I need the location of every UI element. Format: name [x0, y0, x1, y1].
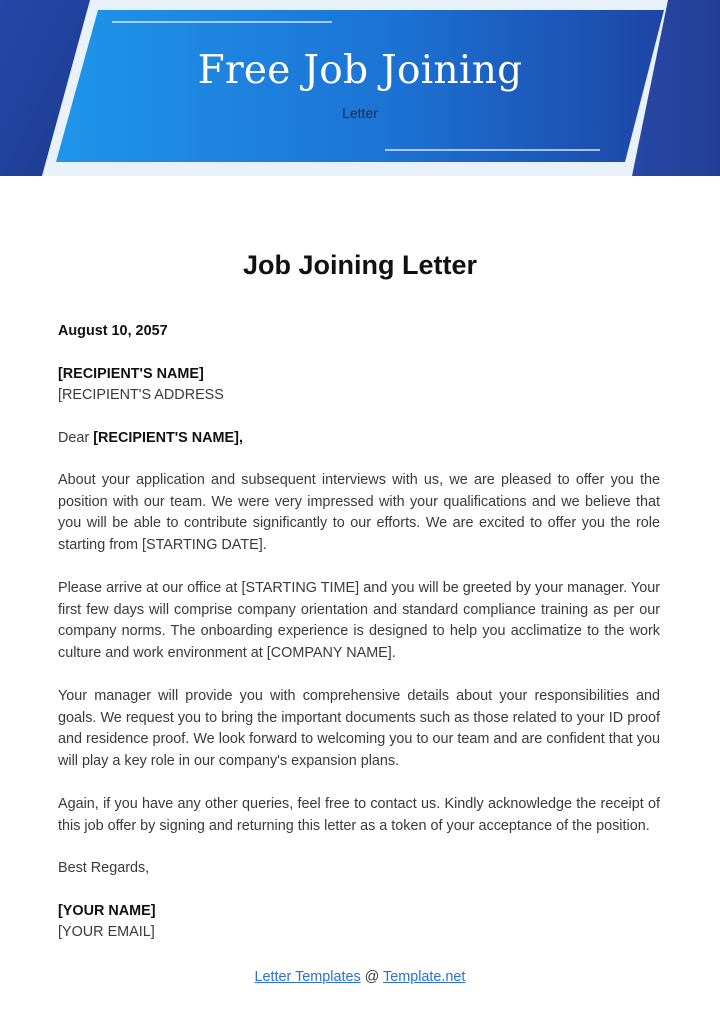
closing: Best Regards,: [58, 860, 150, 876]
salutation-suffix: ,: [238, 429, 243, 446]
sender-name: [YOUR NAME]: [58, 902, 156, 919]
paragraph-2: Please arrive at our office at [STARTING TIME] and you will be greeted by your manager. Your first few days will comprise company orientation and standard compliance training as per our company norms. The onboarding experience is designed to help you acclimatize to the work culture and work environment at [COMPANY NAME].: [58, 580, 660, 661]
recipient-name: [RECIPIENT'S NAME]: [58, 365, 204, 382]
footer-credit: [0, 969, 720, 985]
paragraph-3: Your manager will provide you with comprehensive details about your responsibilities and goals. We request you to bring the important documents such as those related to your ID proof and residence proof. We look forward to welcoming you to our team and are confident that you will play a key role in our company's expansion plans.: [58, 688, 660, 769]
salutation-name: [RECIPIENT'S NAME]: [93, 429, 239, 446]
banner-subtitle: Letter: [342, 105, 378, 121]
document-title: Job Joining Letter: [242, 250, 477, 280]
footer-separator: @: [360, 969, 384, 985]
salutation: [58, 428, 660, 450]
sender-email: [YOUR EMAIL]: [58, 924, 155, 940]
template-net-link[interactable]: Template.net: [383, 969, 466, 985]
paragraph-4: Again, if you have any other queries, feel free to contact us. Kindly acknowledge the receipt of this job offer by signing and returning this letter as a token of your acceptance of the position.: [58, 796, 660, 834]
letter-date: August 10, 2057: [58, 323, 168, 339]
letter-templates-link[interactable]: Letter Templates: [254, 969, 361, 985]
paragraph-1: About your application and subsequent interviews with us, we are pleased to offer you the position with our team. We were very impressed with your qualifications and we believe that you will be able to contribute significantly to our efforts. We are excited to offer you the role starting from [STARTING DATE].: [58, 472, 660, 553]
recipient-address: [RECIPIENT'S ADDRESS: [58, 387, 224, 403]
letter-body: [58, 321, 660, 944]
banner-title: Free Job Joining: [197, 48, 523, 93]
salutation-prefix: Dear: [58, 429, 94, 446]
